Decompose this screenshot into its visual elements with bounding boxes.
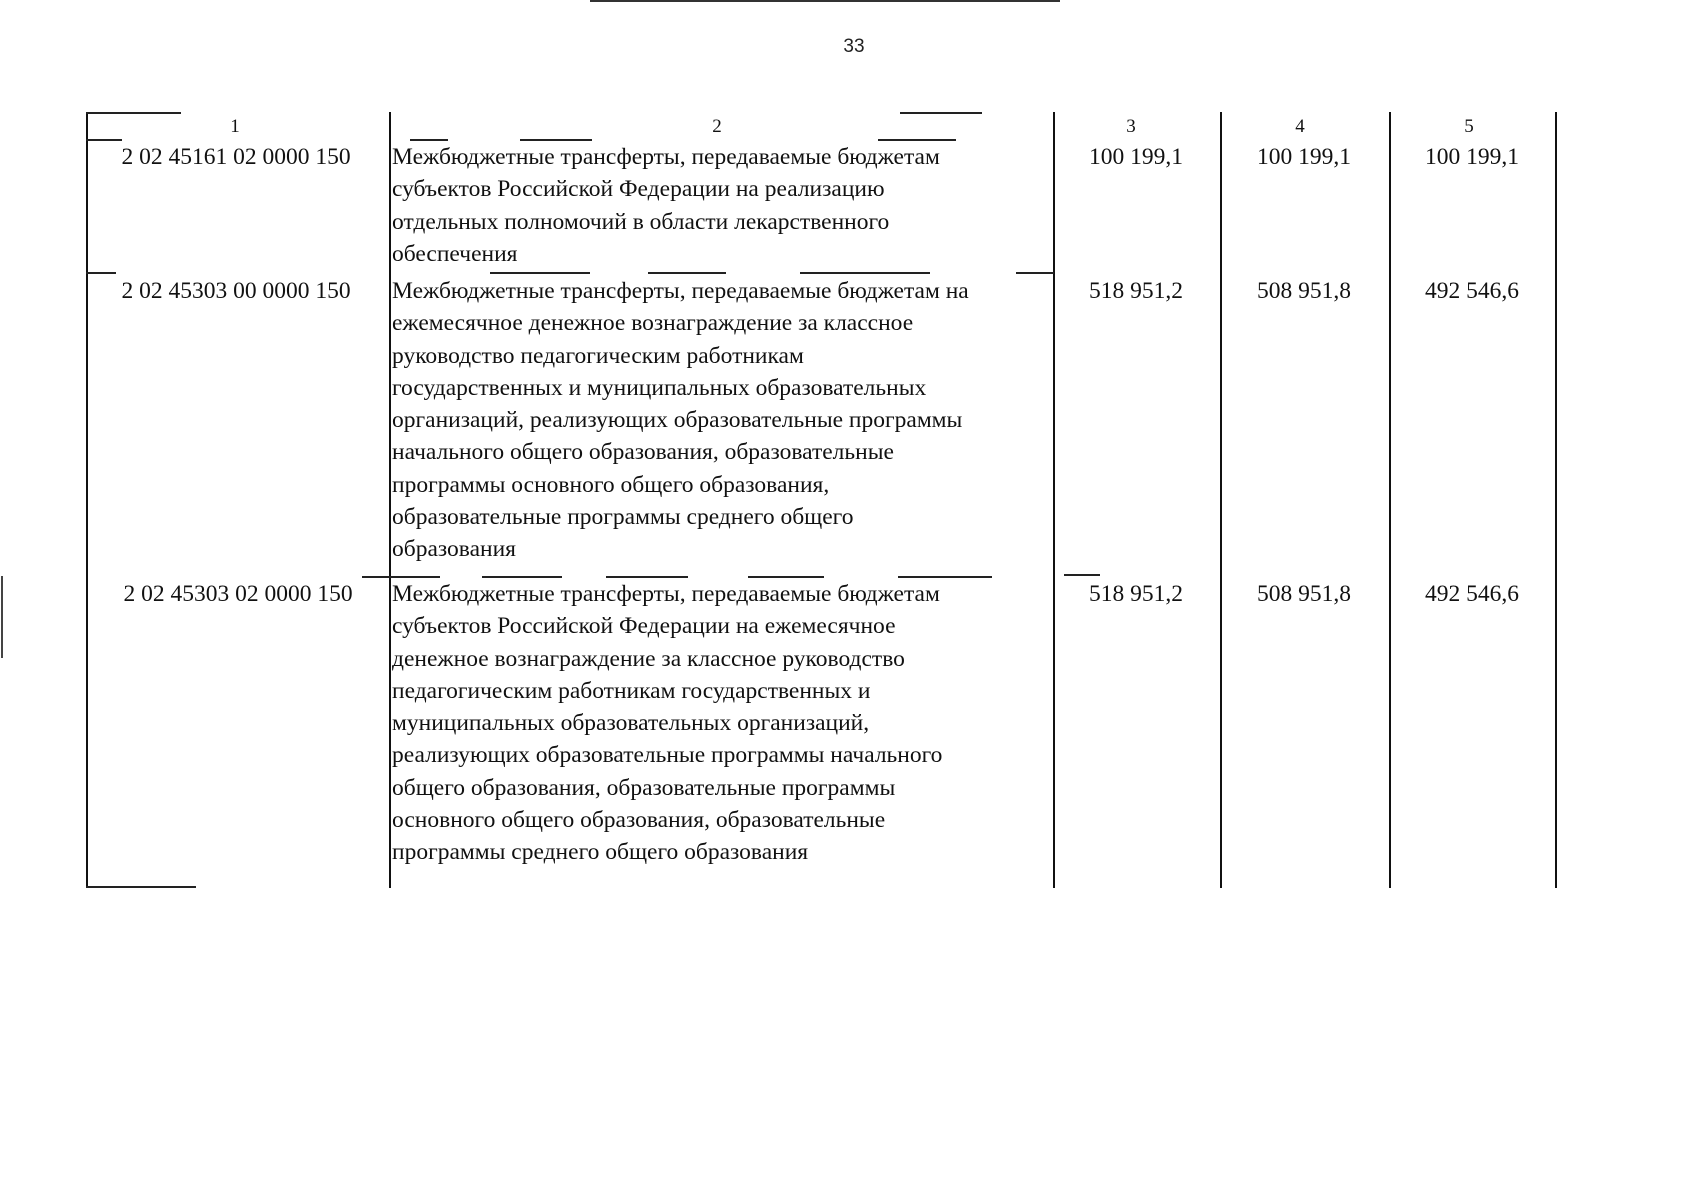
row-description [392,141,940,270]
amount-col3: 518 951,2 [1089,278,1183,304]
table-border-left [86,112,88,888]
budget-code: 2 02 45161 02 0000 150 [121,144,351,170]
description-line: начального общего образования, образовательные [392,439,894,466]
description-line: обеспечения [392,240,518,267]
row-rule [490,272,590,274]
column-divider-1-2 [389,112,391,888]
description-line: программы среднего общего образования [392,839,809,866]
column-number: 4 [1295,116,1305,137]
header-rule [86,112,181,114]
top-scan-rule [590,0,1060,2]
description-line: государственных и муниципальных образовательных [392,374,927,401]
description-line: общего образования, образовательные программы [392,774,896,801]
description-line: субъектов Российской Федерации на ежемесячное [392,613,896,640]
description-line: педагогическим работникам государственных и [392,677,871,704]
description-line: образовательные программы среднего общего [392,504,854,531]
description-line: отдельных полномочий в области лекарственного [392,208,890,235]
description-line: ежемесячное денежное вознаграждение за классное [392,310,914,337]
column-number: 3 [1126,116,1136,137]
amount-col4: 508 951,8 [1257,278,1351,304]
description-line: программы основного общего образования, [392,471,830,498]
amount-col5: 492 546,6 [1425,278,1519,304]
amount-col3: 518 951,2 [1089,581,1183,607]
row-rule [648,272,726,274]
column-divider-4-5 [1389,112,1391,888]
description-line: Межбюджетные трансферты, передаваемые бюджетам [392,144,940,170]
description-line: руководство педагогическим работникам [392,342,804,369]
description-line: Межбюджетные трансферты, передаваемые бюджетам [392,581,940,607]
description-line: реализующих образовательные программы начального [392,742,943,769]
amount-col4: 100 199,1 [1257,144,1351,170]
column-divider-3-4 [1220,112,1222,888]
column-number: 1 [230,116,240,137]
amount-col5: 492 546,6 [1425,581,1519,607]
table-border-right [1555,112,1557,888]
column-divider-2-3 [1053,112,1055,888]
budget-code: 2 02 45303 00 0000 150 [121,278,351,304]
row-description [392,275,969,566]
row-rule [86,272,116,274]
row-rule [1016,272,1054,274]
table-bottom-rule [86,886,196,888]
row-description [392,578,942,869]
page-number: 33 [843,36,865,57]
description-line: муниципальных образовательных организаций, [392,710,870,737]
amount-col5: 100 199,1 [1425,144,1519,170]
column-number: 2 [712,116,722,137]
budget-code: 2 02 45303 02 0000 150 [123,581,353,607]
column-number: 5 [1464,116,1474,137]
amount-col3: 100 199,1 [1089,144,1183,170]
row-rule [1064,574,1100,576]
description-line: организаций, реализующих образовательные программы [392,407,963,434]
amount-col4: 508 951,8 [1257,581,1351,607]
description-line: образования [392,536,516,563]
description-line: денежное вознаграждение за классное руководство [392,645,905,672]
margin-scan-rule [1,576,3,658]
description-line: основного общего образования, образовательные [392,807,886,834]
header-rule [900,112,982,114]
description-line: субъектов Российской Федерации на реализацию [392,176,885,203]
row-rule [800,272,930,274]
description-line: Межбюджетные трансферты, передаваемые бюджетам на [392,278,969,304]
